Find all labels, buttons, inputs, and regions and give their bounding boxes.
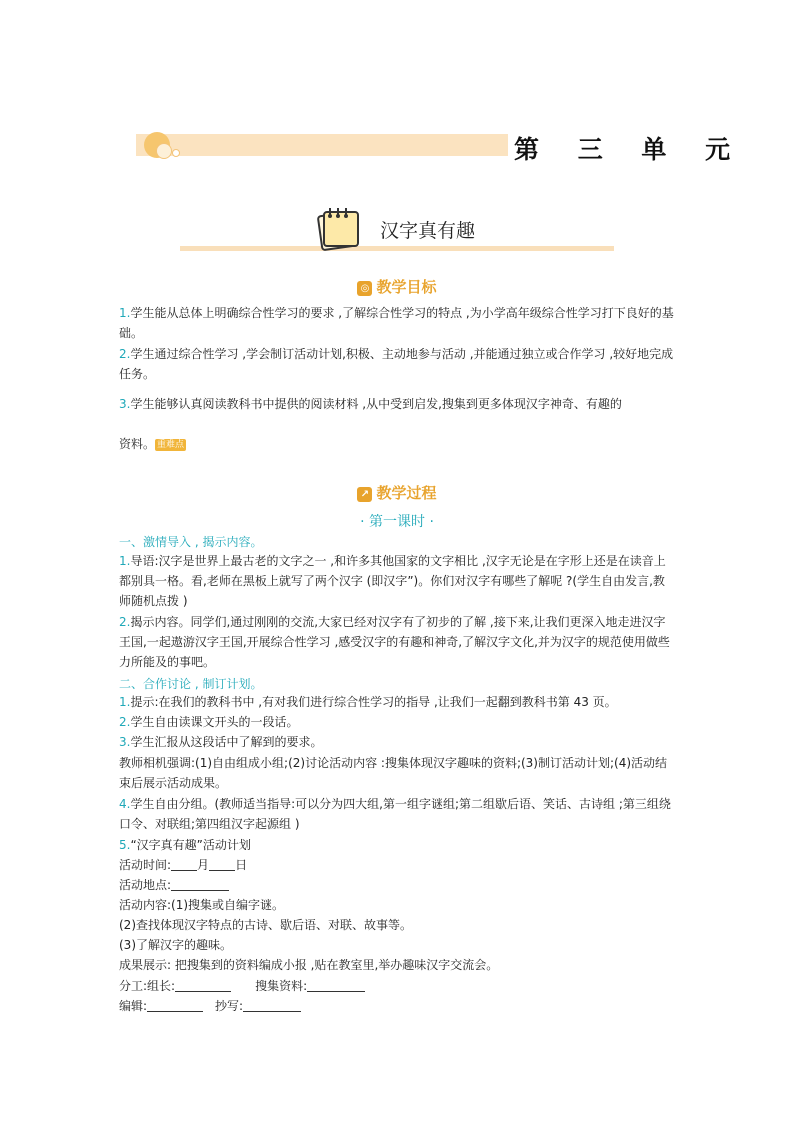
item-text: 学生自由分组。(教师适当指导:可以分为四大组,第一组字谜组;第二组歇后语、笑话、古诗组 ;第三组绕口令、对联组;第四组汉字起源组 ): [119, 797, 671, 831]
part-two-item-2: [119, 712, 675, 732]
month-blank: [171, 858, 197, 871]
item-number: 3.: [119, 735, 131, 749]
goal-item-1: [119, 303, 675, 343]
goal-text-tail: 资料。: [119, 437, 156, 451]
process-icon: ↗: [357, 487, 372, 502]
goal-number: 2.: [119, 347, 131, 361]
item-text: 提示:在我们的教科书中 ,有对我们进行综合性学习的指导 ,让我们一起翻到教科书第 43 页。: [130, 695, 617, 709]
collect-label: 搜集资料:: [255, 979, 308, 993]
item-number: 2.: [119, 715, 131, 729]
item-number: 1.: [119, 695, 131, 709]
plan-division-row: [119, 976, 675, 996]
day-blank: [209, 858, 235, 871]
plan-content-label: 活动内容:: [119, 898, 172, 912]
unit-header-bar: [136, 134, 508, 156]
leader-blank: [175, 979, 231, 992]
lesson-header: [180, 200, 614, 256]
copy-blank: [243, 999, 301, 1012]
item-number: 1.: [119, 554, 131, 568]
plan-time-row: [119, 855, 675, 875]
editor-blank: [147, 999, 203, 1012]
goal-item-3-tail: [119, 434, 675, 454]
plan-time-label: 活动时间:: [119, 858, 172, 872]
item-text: 学生汇报从这段话中了解到的要求。: [130, 735, 323, 749]
month-label: 月: [197, 858, 210, 872]
plan-content-1: (1)搜集或自编字谜。: [171, 898, 285, 912]
goal-text: 学生能从总体上明确综合性学习的要求 ,了解综合性学习的特点 ,为小学高年级综合性学习打下良好的基础。: [119, 306, 674, 340]
part-one-item-2: [119, 612, 675, 672]
goal-number: 3.: [119, 397, 131, 411]
item-number: 4.: [119, 797, 131, 811]
goals-heading: [0, 276, 794, 297]
goals-heading-text: 教学目标: [376, 278, 437, 296]
item-number: 5.: [119, 838, 131, 852]
plan-content-3: (3)了解汉字的趣味。: [119, 938, 232, 952]
day-label: 日: [235, 858, 248, 872]
collect-blank: [307, 979, 365, 992]
plan-place-label: 活动地点:: [119, 878, 172, 892]
goal-number: 1.: [119, 306, 131, 320]
item-text: “汉字真有趣”活动计划: [130, 838, 251, 852]
teacher-note: 教师相机强调:(1)自由组成小组;(2)讨论活动内容 :搜集体现汉字趣味的资料;(3)制订活动计划;(4)活动结束后展示活动成果。: [119, 756, 668, 790]
item-number: 2.: [119, 615, 131, 629]
copy-label: 抄写:: [215, 999, 244, 1013]
goal-text: 学生通过综合性学习 ,学会制订活动计划,积极、主动地参与活动 ,并能通过独立或合作学习 ,较好地完成任务。: [119, 347, 674, 381]
plan-result: 成果展示: 把搜集到的资料编成小报 ,贴在教室里,举办趣味汉字交流会。: [119, 958, 499, 972]
process-heading-text: 教学过程: [376, 484, 437, 502]
key-point-badge: 重难点: [157, 440, 185, 450]
plan-content-row: [119, 895, 675, 915]
part-two-item-5: [119, 835, 675, 855]
target-icon: ◎: [357, 281, 372, 296]
item-text: 导语:汉字是世界上最古老的文字之一 ,和许多其他国家的文字相比 ,汉字无论是在字形上还是在读音上都别具一格。看,老师在黑板上就写了两个汉字 (即汉字”)。你们对汉字有哪些了解呢 ?(学生自由发言,教师随机点拨 ): [119, 554, 666, 608]
part-two-item-4: [119, 794, 675, 834]
unit-header: [136, 128, 746, 168]
plan-editor-row: [119, 996, 675, 1016]
notepad-icon: [314, 204, 364, 252]
plan-place-row: [119, 875, 675, 895]
editor-label: 编辑:: [119, 999, 148, 1013]
item-text: 揭示内容。同学们,通过刚刚的交流,大家已经对汉字有了初步的了解 ,接下来,让我们更深入地走进汉字王国,一起遨游汉字王国,开展综合性学习 ,感受汉字的有趣和神奇,了解汉字文化,并为汉字的规范使用做些力所能及的事吧。: [119, 615, 670, 669]
part-one-item-1: [119, 551, 675, 611]
part-two-item-1: [119, 692, 675, 712]
decorative-circle-icon: [156, 143, 172, 159]
goal-item-2: [119, 344, 675, 384]
part-one-heading: 一、激情导入 , 揭示内容。: [119, 535, 263, 549]
lesson-title-underline: [180, 246, 614, 251]
unit-title: 第 三 单 元: [514, 135, 746, 164]
division-label: 分工:组长:: [119, 979, 176, 993]
lesson-title: 汉字真有趣: [380, 220, 476, 242]
plan-content-2: (2)查找体现汉字特点的古诗、歇后语、对联、故事等。: [119, 918, 413, 932]
part-two-item-3: [119, 732, 675, 752]
goal-text: 学生能够认真阅读教科书中提供的阅读材料 ,从中受到启发,搜集到更多体现汉字神奇、有趣的: [130, 397, 622, 411]
lesson-period-label: · 第一课时 ·: [360, 514, 434, 530]
item-text: 学生自由读课文开头的一段话。: [130, 715, 299, 729]
goal-item-3: [119, 394, 675, 414]
decorative-circle-icon: [172, 149, 180, 157]
process-heading: [0, 482, 794, 503]
place-blank: [171, 878, 229, 891]
part-two-heading: 二、合作讨论 , 制订计划。: [119, 677, 263, 691]
